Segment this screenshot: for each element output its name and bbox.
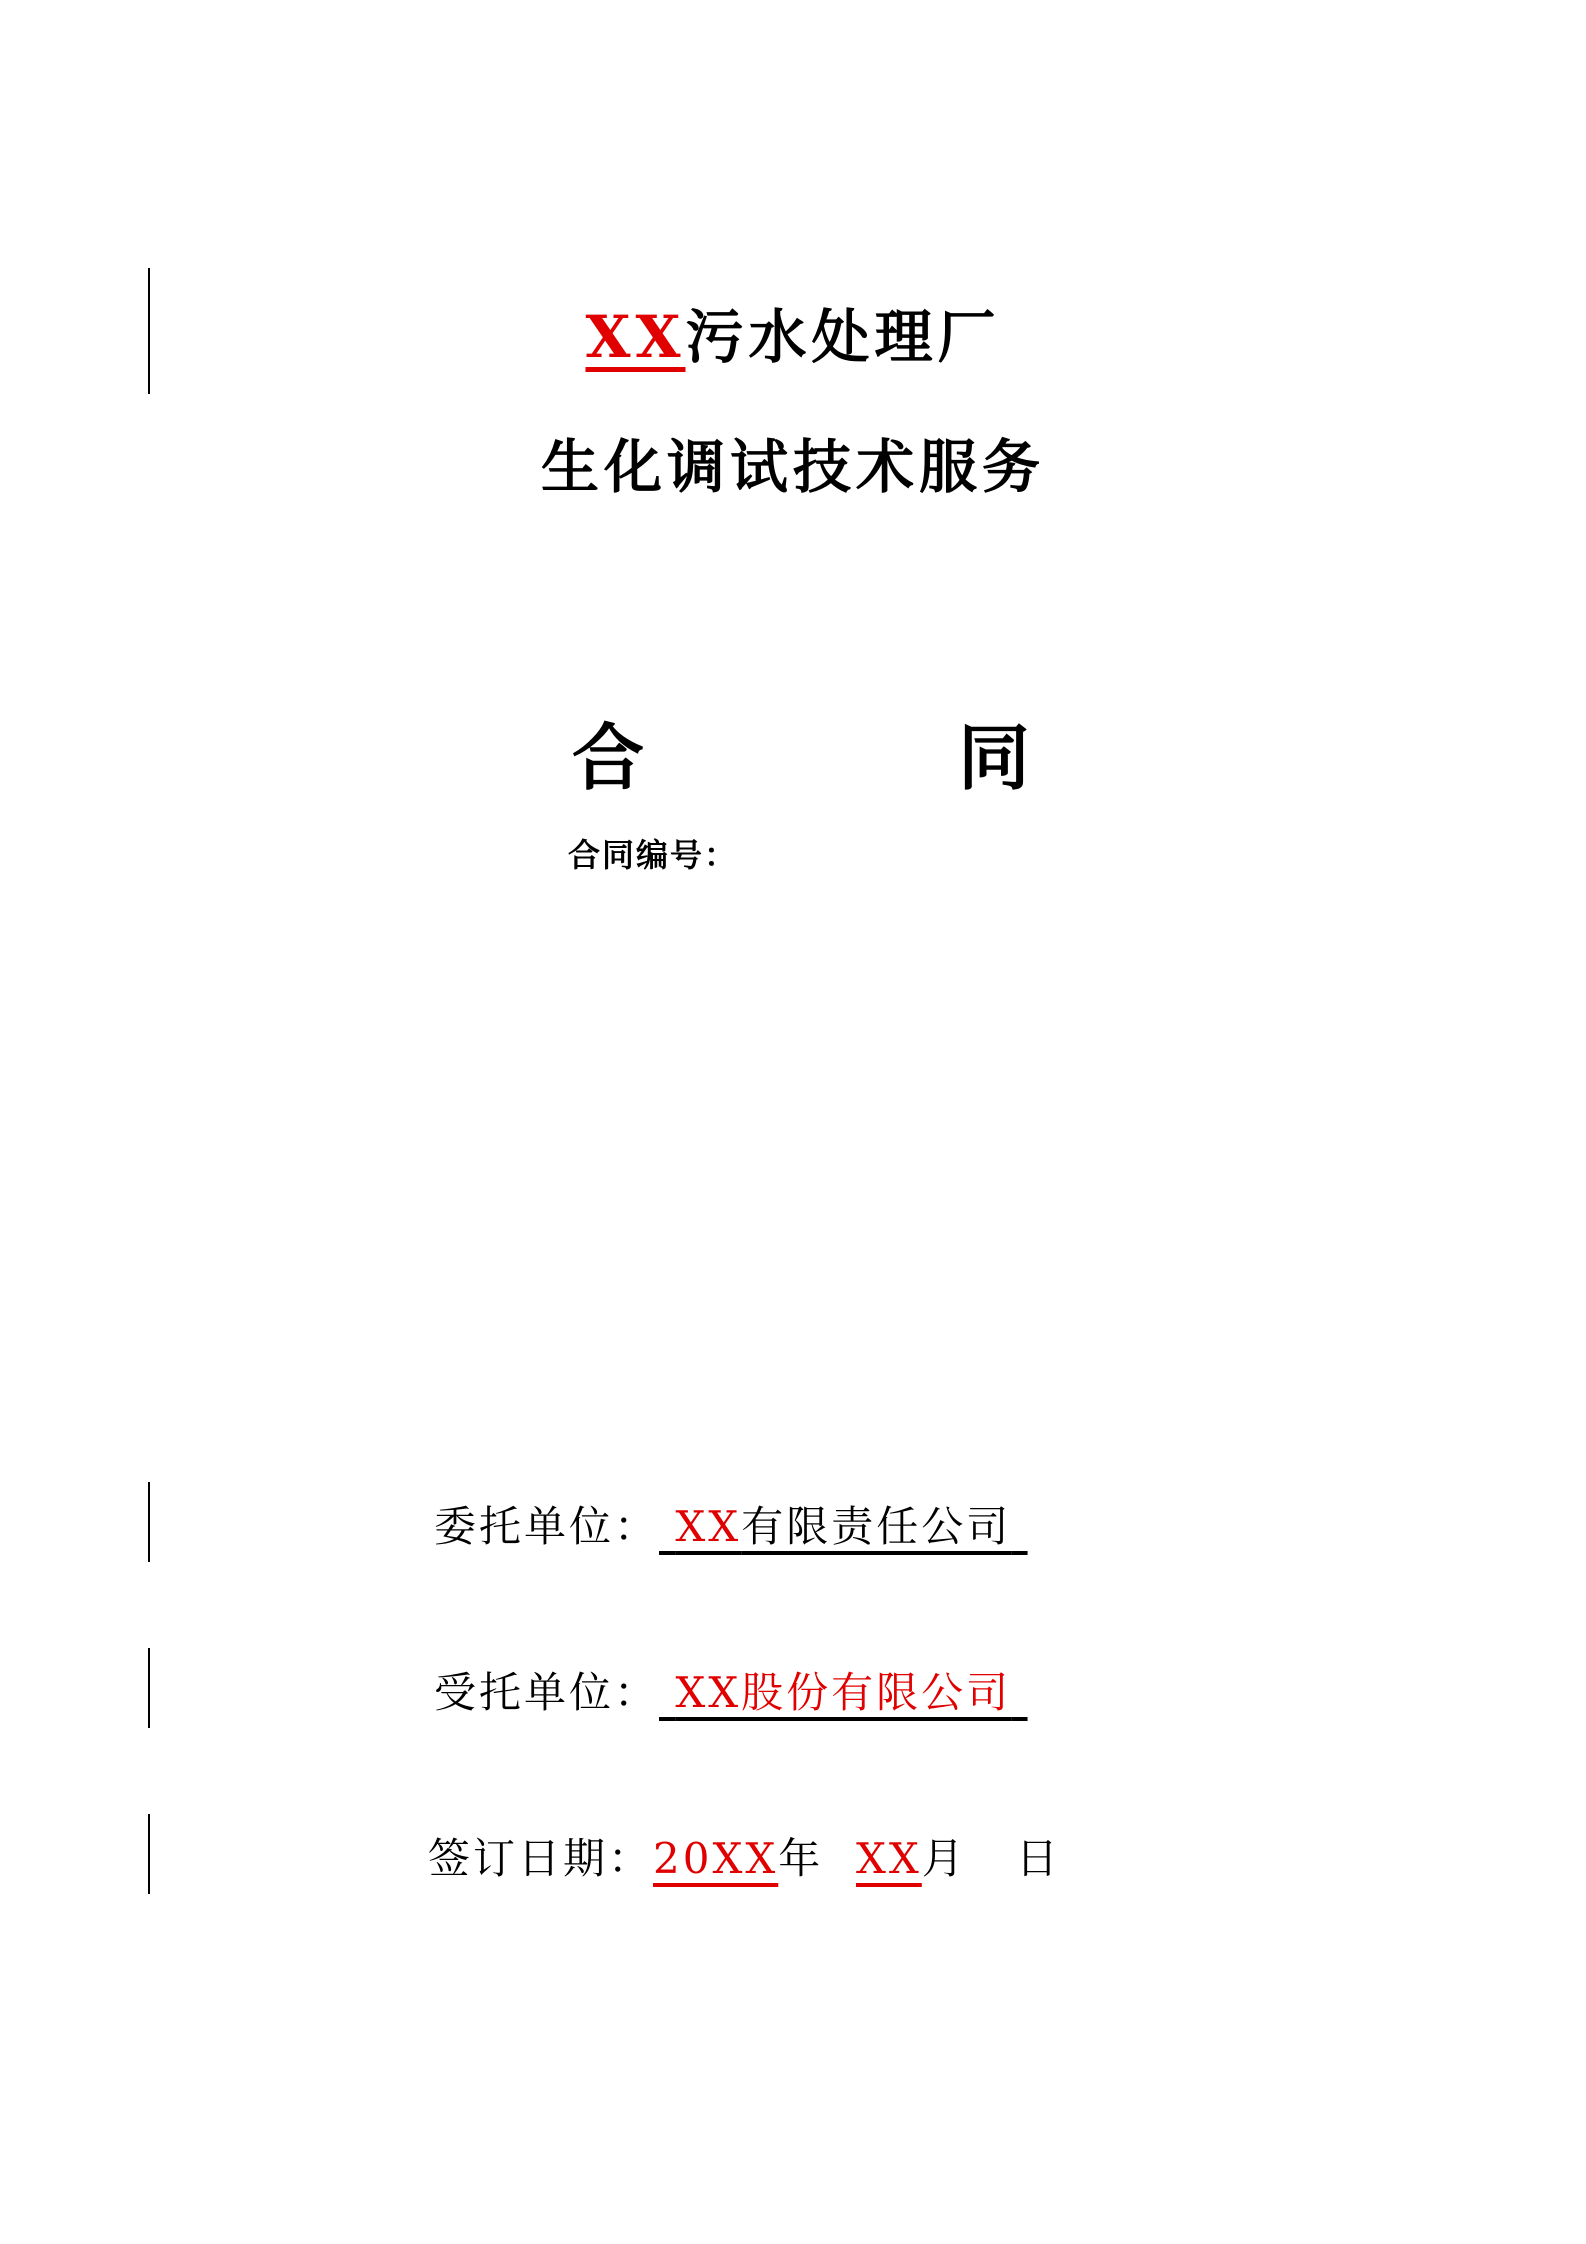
client-value (659, 1502, 1028, 1551)
date-month-unit: 月 (921, 1834, 967, 1883)
title-plant-name: 污水处理厂 (685, 303, 1001, 371)
contract-number-label: 合同编号： (568, 836, 739, 874)
date-year-unit: 年 (778, 1834, 824, 1883)
document-title-line-2: 生化调试技术服务 (540, 433, 1045, 501)
client-field (434, 1494, 1028, 1554)
revision-bar-trustee (148, 1648, 150, 1728)
title-placeholder-xx: XX (585, 303, 686, 371)
date-month: XX (855, 1834, 922, 1883)
contract-heading-char-2: 同 (958, 715, 1031, 800)
client-label: 委托单位： (434, 1502, 660, 1551)
trustee-label: 受托单位： (434, 1668, 660, 1717)
contract-heading-char-1: 合 (572, 715, 645, 800)
client-name-prefix: XX (675, 1502, 742, 1551)
date-label: 签订日期： (428, 1834, 654, 1883)
signing-date-field (428, 1826, 1061, 1886)
trustee-value (659, 1668, 1028, 1717)
revision-bar-client (148, 1482, 150, 1562)
date-year: 20XX (653, 1834, 779, 1883)
document-title-line-1 (0, 290, 1586, 374)
client-name-rest: 有限责任公司 (741, 1502, 1012, 1551)
revision-bar-date (148, 1814, 150, 1894)
trustee-name: XX股份有限公司 (675, 1668, 1012, 1717)
date-day-unit: 日 (1015, 1834, 1061, 1883)
trustee-field (434, 1660, 1028, 1720)
